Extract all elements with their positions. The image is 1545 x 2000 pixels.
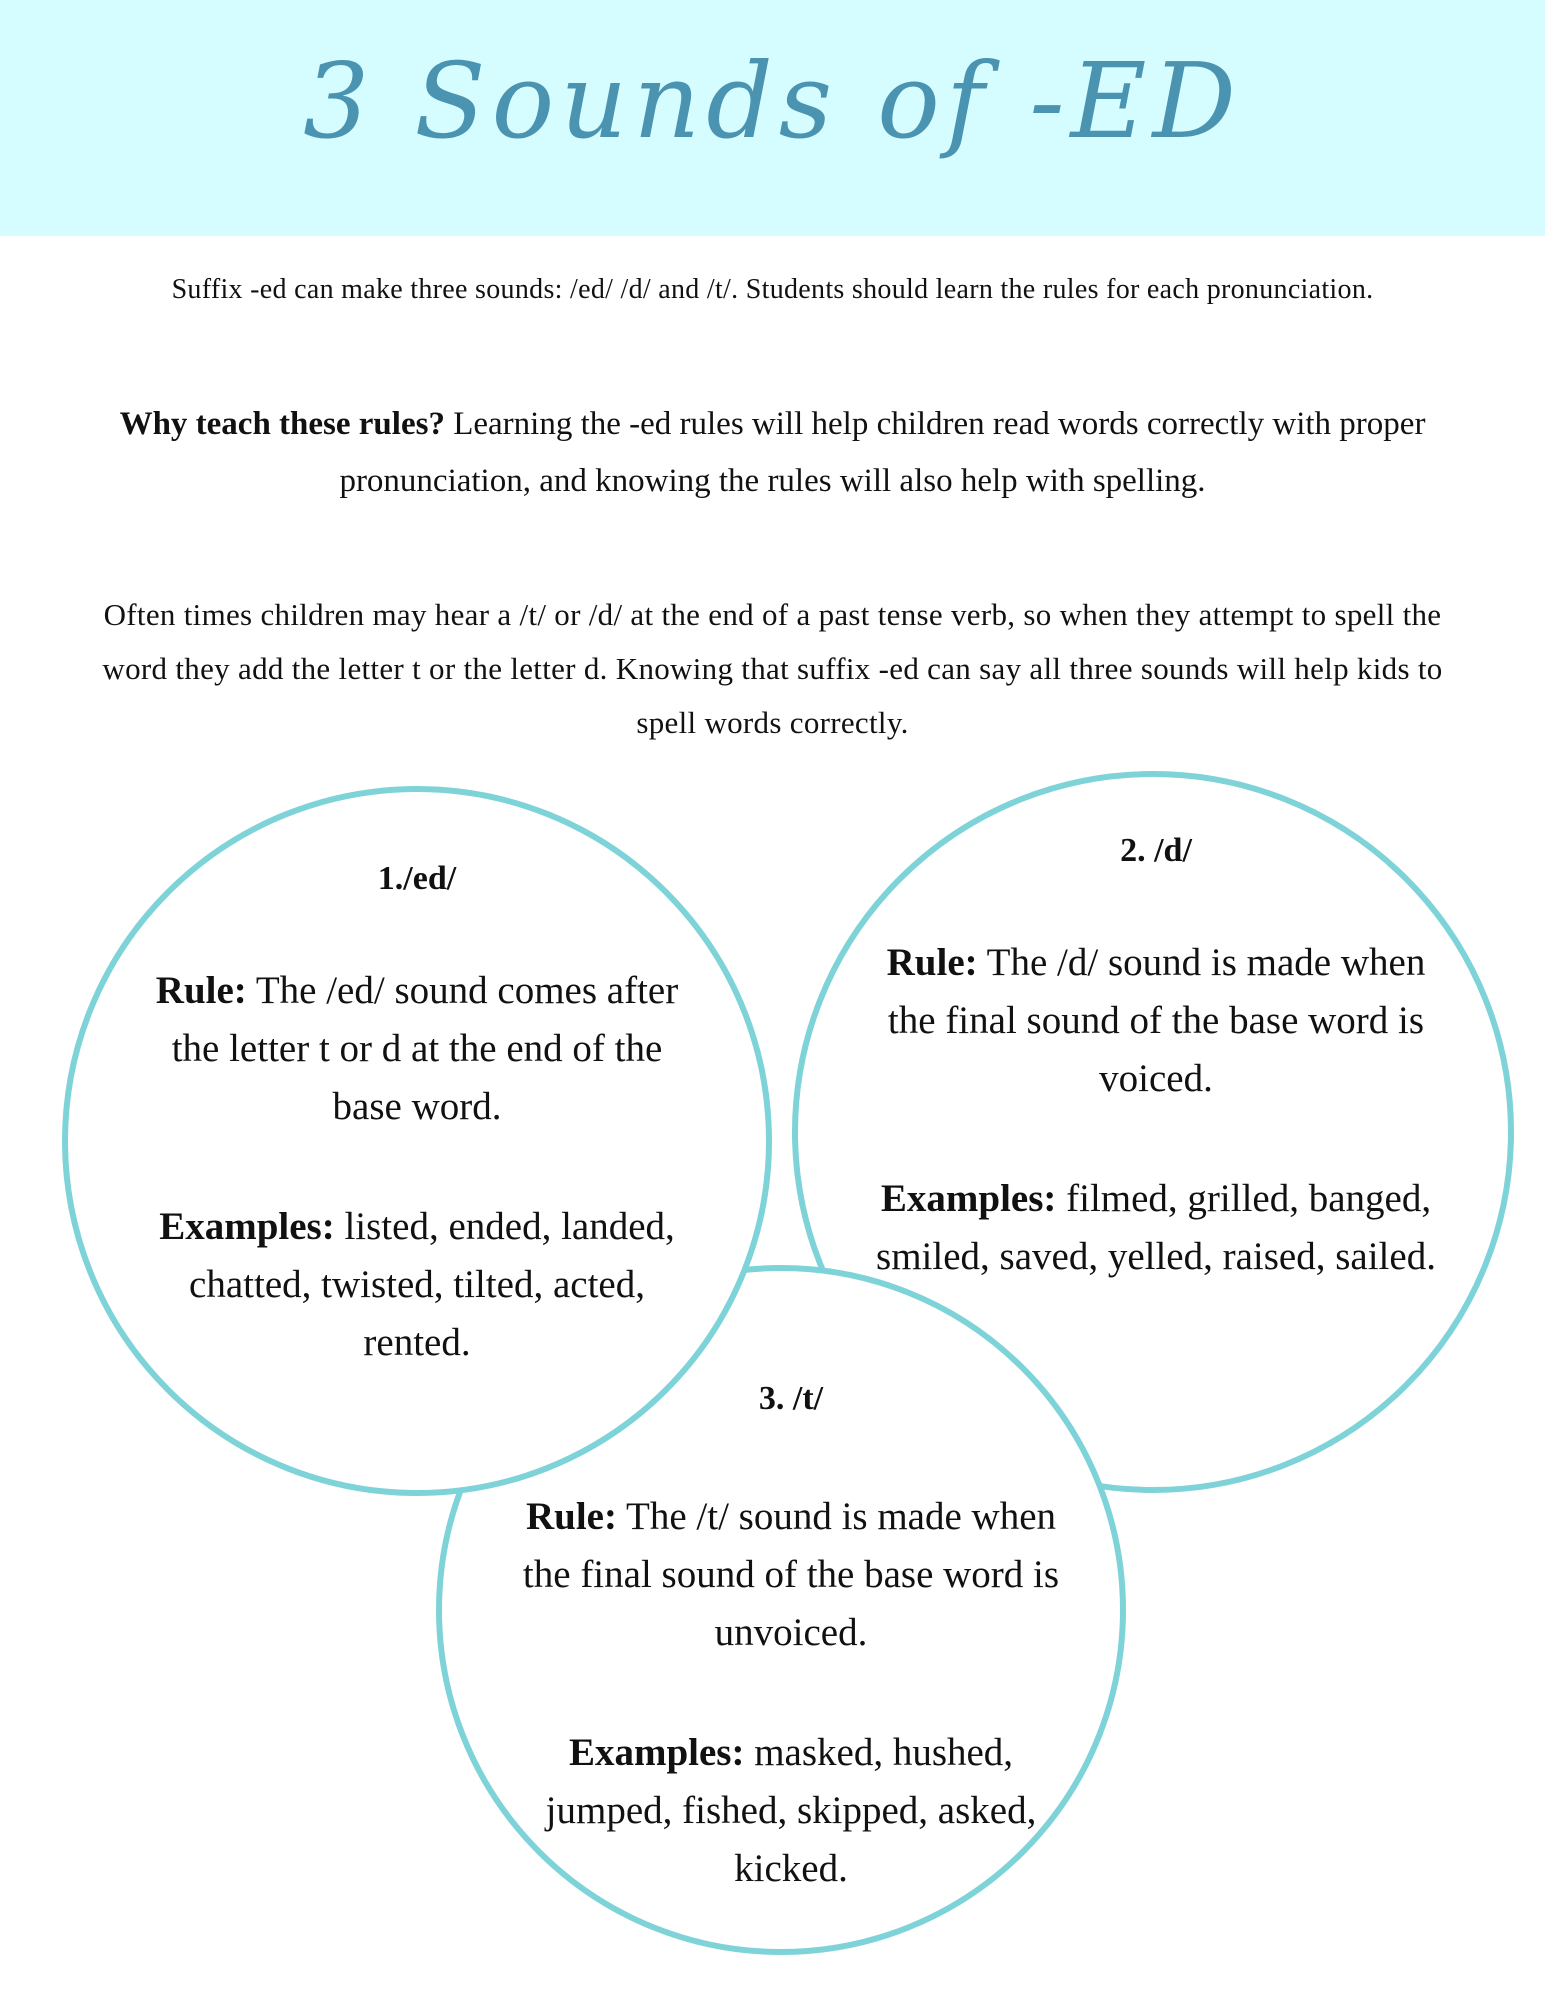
examples-text: masked, hushed, jumped, fished, skipped, asked, kicked. (545, 1731, 1037, 1890)
often-paragraph: Often times children may hear a /t/ or /d/ at the end of a past tense verb, so when they attempt to spell the word they add the letter t or the letter d. Knowing that suffix -ed can say all three sounds will help kids to spell words correctly. (102, 597, 1443, 740)
rule-label: Rule: (886, 941, 978, 984)
rule-label: Rule: (155, 969, 247, 1012)
sound-examples (152, 1198, 682, 1372)
examples-label: Examples: (159, 1205, 335, 1248)
examples-label: Examples: (568, 1731, 745, 1774)
rule-text: The /ed/ sound comes after the letter t or d at the end of the base word. (171, 969, 679, 1128)
sound-rule (856, 934, 1456, 1108)
why-label: Why teach these rules? (119, 406, 445, 442)
page-title: 3 Sounds of -ED (303, 40, 1242, 162)
why-text: Learning the -ed rules will help children read words correctly with proper pronunciation, and knowing the rules will also help with spelling. (339, 406, 1426, 499)
examples-label: Examples: (880, 1177, 1057, 1220)
sound-rule (152, 962, 682, 1136)
rule-text: The /t/ sound is made when the final sound of the base word is unvoiced. (522, 1495, 1060, 1654)
sound-heading: 1./ed/ (377, 860, 457, 897)
sound-ed-block (152, 850, 682, 1372)
sound-heading: 3. /t/ (758, 1380, 824, 1417)
sound-d-block (856, 822, 1456, 1286)
sound-rule (516, 1488, 1066, 1662)
sound-examples (856, 1170, 1456, 1286)
sound-t-block (516, 1370, 1066, 1898)
sound-heading: 2. /d/ (1120, 832, 1192, 869)
rule-text: The /d/ sound is made when the final sound of the base word is voiced. (887, 941, 1426, 1100)
examples-text: listed, ended, landed, chatted, twisted, tilted, acted, rented. (189, 1205, 675, 1364)
intro-text: Suffix -ed can make three sounds: /ed/ /d/ and /t/. Students should learn the rules for each pronunciation. (171, 274, 1374, 305)
sound-examples (516, 1724, 1066, 1898)
rule-label: Rule: (525, 1495, 617, 1538)
examples-text: filmed, grilled, banged, smiled, saved, yelled, raised, sailed. (876, 1177, 1436, 1278)
